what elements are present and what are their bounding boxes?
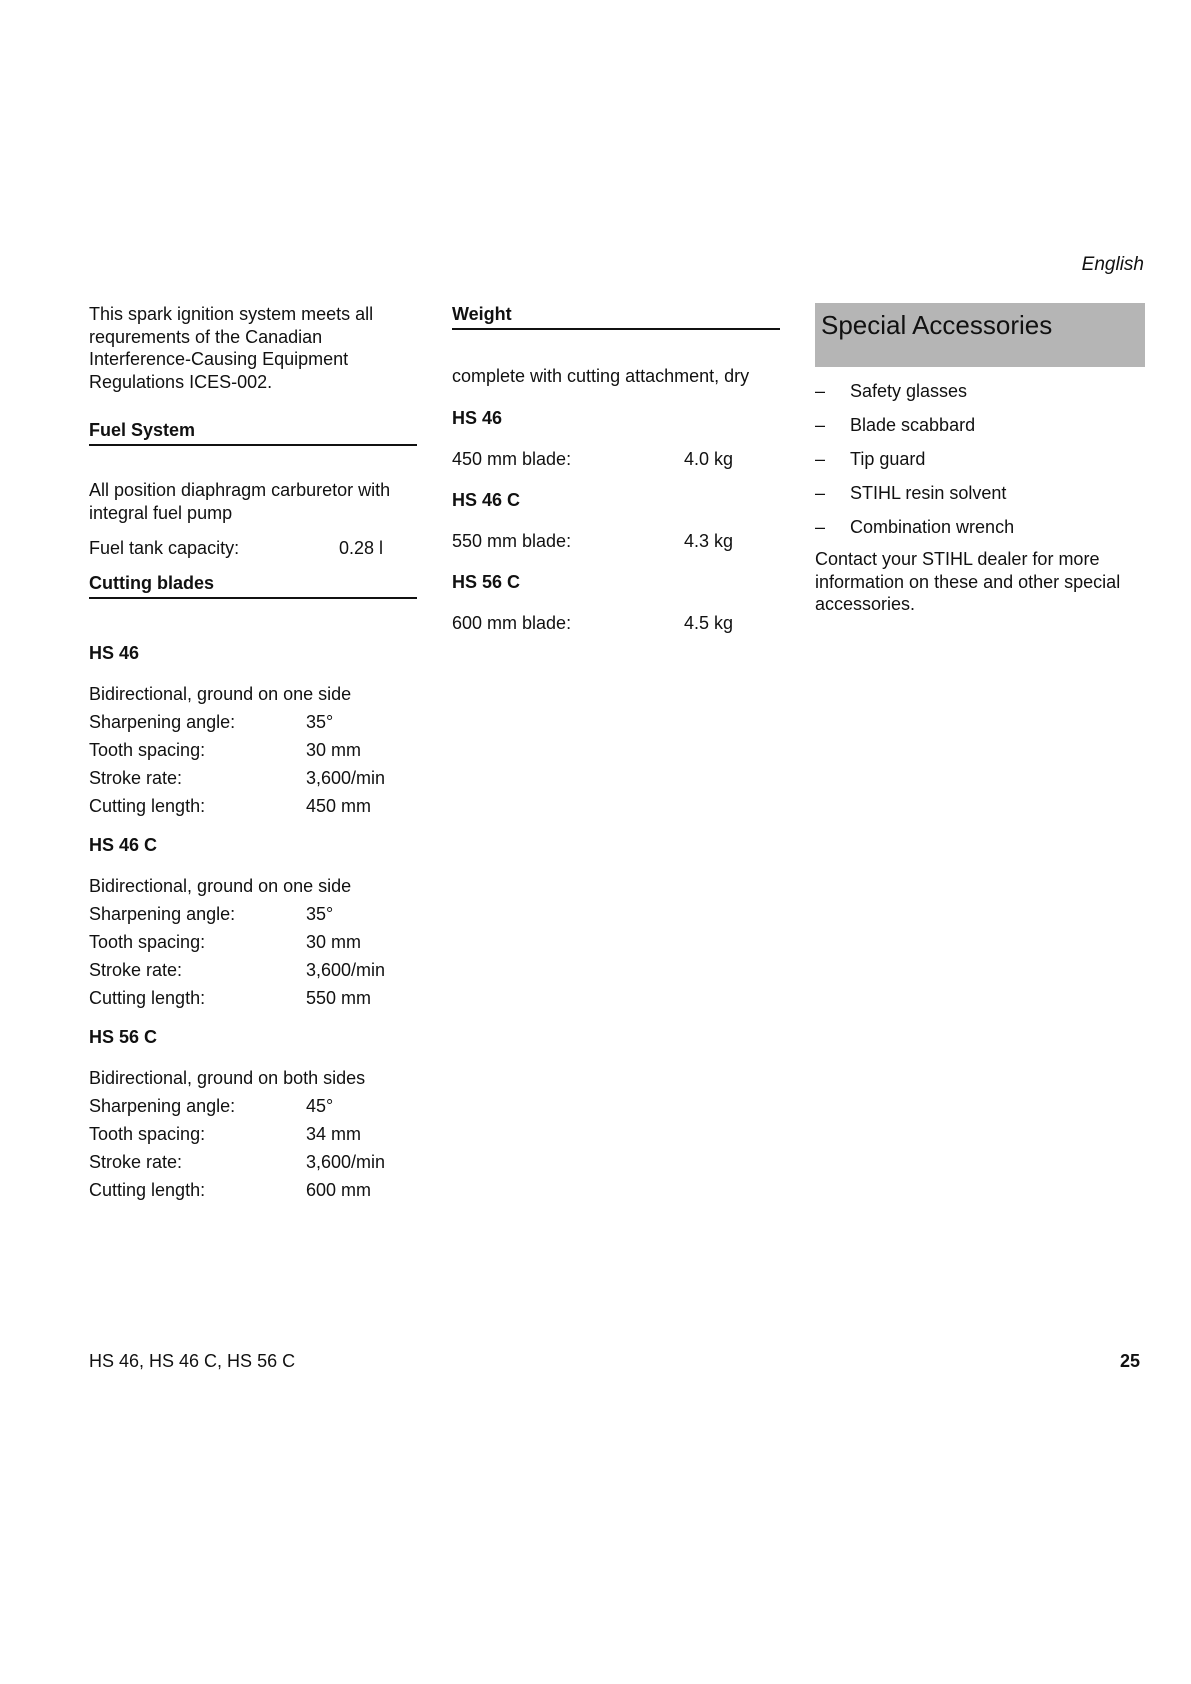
intro-paragraph: This spark ignition system meets all requrements of the Canadian Interference-Causing Equipment Regulations ICES-002. — [89, 304, 374, 392]
spec-value: 3,600/min — [306, 960, 386, 980]
spec-row — [89, 1092, 417, 1120]
fuel-tank-value: 0.28 l — [339, 538, 384, 558]
blade-model-block — [89, 834, 417, 1012]
weight-label: 600 mm blade: — [452, 612, 572, 633]
accessories-list — [815, 380, 1145, 538]
list-item — [815, 482, 1145, 504]
weight-heading: Weight — [452, 303, 780, 330]
spec-value: 550 mm — [306, 988, 372, 1008]
weight-row — [452, 612, 780, 634]
spec-value: 3,600/min — [306, 768, 386, 788]
spec-value: 3,600/min — [306, 1152, 386, 1172]
fuel-system-description: All position diaphragm carburetor with integral fuel pump — [89, 480, 391, 523]
spec-value: 600 mm — [306, 1180, 372, 1200]
spec-label: Cutting length: — [89, 796, 206, 816]
list-item — [815, 448, 1145, 470]
language-label: English — [1081, 254, 1144, 275]
spec-label: Cutting length: — [89, 988, 206, 1008]
list-item-label: Tip guard — [850, 449, 926, 469]
fuel-tank-label: Fuel tank capacity: — [89, 538, 240, 558]
spec-row — [89, 736, 417, 764]
spec-row — [89, 1176, 417, 1204]
weight-model-name: HS 56 C — [452, 571, 521, 592]
spec-label: Stroke rate: — [89, 768, 183, 788]
list-item-label: Blade scabbard — [850, 415, 976, 435]
spec-label: Stroke rate: — [89, 960, 183, 980]
list-item-label: STIHL resin solvent — [850, 483, 1007, 503]
weight-model-name: HS 46 C — [452, 489, 521, 510]
weight-label: 550 mm blade: — [452, 530, 572, 551]
spec-label: Stroke rate: — [89, 1152, 183, 1172]
spec-row — [89, 708, 417, 736]
spec-value: 34 mm — [306, 1124, 362, 1144]
footer-models: HS 46, HS 46 C, HS 56 C — [89, 1351, 296, 1371]
fuel-system-heading: Fuel System — [89, 419, 417, 446]
spec-label: Tooth spacing: — [89, 740, 206, 760]
spec-row — [89, 1148, 417, 1176]
list-item — [815, 380, 1145, 402]
spec-label: Sharpening angle: — [89, 712, 236, 732]
spec-row — [89, 792, 417, 820]
weight-label: 450 mm blade: — [452, 448, 572, 469]
spec-label: Sharpening angle: — [89, 904, 236, 924]
model-description: Bidirectional, ground on one side — [89, 684, 352, 704]
spec-value: 35° — [306, 904, 334, 924]
weight-value: 4.0 kg — [683, 448, 733, 469]
weight-description: complete with cutting attachment, dry — [452, 366, 750, 386]
spec-label: Tooth spacing: — [89, 1124, 206, 1144]
model-name: HS 56 C — [89, 1027, 158, 1047]
dash-bullet: – — [815, 381, 826, 401]
spec-value: 450 mm — [306, 796, 372, 816]
dash-bullet: – — [815, 517, 826, 537]
model-description: Bidirectional, ground on one side — [89, 876, 352, 896]
weight-row — [452, 448, 780, 470]
weight-model-name: HS 46 — [452, 407, 503, 428]
spec-row — [89, 928, 417, 956]
spec-value: 45° — [306, 1096, 334, 1116]
spec-label: Sharpening angle: — [89, 1096, 236, 1116]
accessories-note: Contact your STIHL dealer for more information on these and other special accessories. — [815, 549, 1121, 614]
column-right — [815, 303, 1145, 616]
cutting-blades-heading: Cutting blades — [89, 572, 417, 599]
model-name: HS 46 C — [89, 835, 158, 855]
weight-value: 4.3 kg — [683, 530, 733, 551]
spec-row — [89, 956, 417, 984]
weight-row — [452, 530, 780, 552]
list-item-label: Combination wrench — [850, 517, 1015, 537]
spec-value: 30 mm — [306, 740, 362, 760]
spec-value: 35° — [306, 712, 334, 732]
list-item — [815, 516, 1145, 538]
blade-model-block — [89, 642, 417, 820]
spec-value: 30 mm — [306, 932, 362, 952]
page-number: 25 — [1119, 1351, 1140, 1371]
spec-row — [89, 984, 417, 1012]
blade-model-block — [89, 1026, 417, 1204]
model-description: Bidirectional, ground on both sides — [89, 1068, 366, 1088]
dash-bullet: – — [815, 483, 826, 503]
spec-row — [89, 900, 417, 928]
fuel-tank-row — [89, 534, 417, 562]
list-item-label: Safety glasses — [850, 381, 968, 401]
spec-label: Tooth spacing: — [89, 932, 206, 952]
dash-bullet: – — [815, 415, 826, 435]
spec-row — [89, 1120, 417, 1148]
column-middle — [452, 303, 780, 634]
column-left — [89, 303, 417, 1204]
weight-value: 4.5 kg — [683, 612, 733, 633]
dash-bullet: – — [815, 449, 826, 469]
special-accessories-heading: Special Accessories — [815, 303, 1145, 367]
model-name: HS 46 — [89, 643, 140, 663]
spec-row — [89, 764, 417, 792]
spec-label: Cutting length: — [89, 1180, 206, 1200]
list-item — [815, 414, 1145, 436]
